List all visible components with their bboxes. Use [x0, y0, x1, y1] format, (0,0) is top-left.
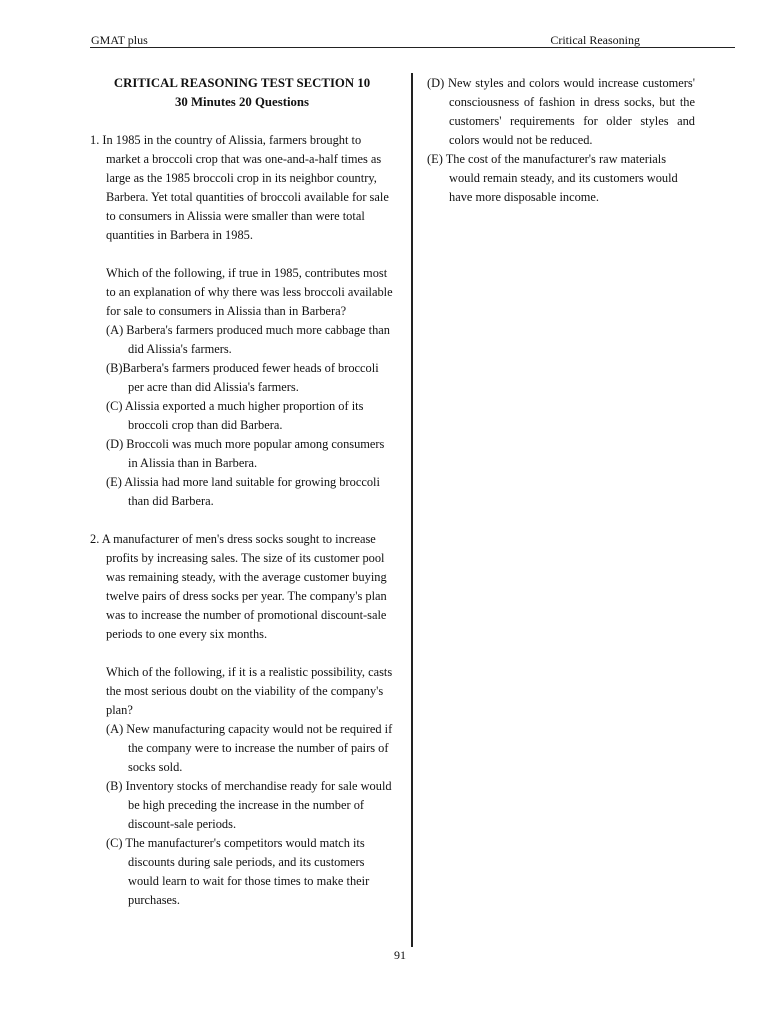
question-1-option-b: (B)Barbera's farmers produced fewer heads of broccoli per acre than did Alissia's farmers.: [106, 361, 379, 394]
header-chapter-title: Critical Reasoning: [550, 33, 640, 47]
question-2-option-d: (D) New styles and colors would increase customers' consciousness of fashion in dress socks, but the customers' requirements for older styles and colors would not be reduced.: [427, 76, 695, 147]
header-book-title: GMAT plus: [91, 33, 148, 47]
question-1-option-a: (A) Barbera's farmers produced much more cabbage than did Alissia's farmers.: [106, 323, 390, 356]
question-2-stem: 2. A manufacturer of men's dress socks sought to increase profits by increasing sales. The size of its customer pool was remaining steady, with the average customer buying twelve pairs of dress socks per year. The company's plan was to increase the number of promotional discount-sale periods to one every six months.: [90, 532, 387, 641]
left-column: [90, 74, 394, 910]
right-column: [427, 74, 695, 207]
question-2-option-c: (C) The manufacturer's competitors would match its discounts during sale periods, and its customers would learn to wait for those times to make their purchases.: [106, 836, 370, 907]
question-1-prompt: Which of the following, if true in 1985, contributes most to an explanation of why there was less broccoli available for sale to consumers in Alissia than in Barbera?: [106, 266, 393, 318]
question-2-option-b: (B) Inventory stocks of merchandise ready for sale would be high preceding the increase in the number of discount-sale periods.: [106, 779, 392, 831]
question-1-option-e: (E) Alissia had more land suitable for growing broccoli than did Barbera.: [106, 475, 380, 508]
question-1-option-d: (D) Broccoli was much more popular among consumers in Alissia than in Barbera.: [106, 437, 385, 470]
header-rule: [90, 47, 735, 48]
page-number: 91: [394, 948, 406, 962]
question-2-option-e: (E) The cost of the manufacturer's raw materials would remain steady, and its customers would have more disposable income.: [427, 152, 678, 204]
column-divider: [411, 73, 413, 947]
question-2-prompt: Which of the following, if it is a realistic possibility, casts the most serious doubt on the viability of the company's plan?: [106, 665, 393, 717]
question-2-option-a: (A) New manufacturing capacity would not be required if the company were to increase the number of pairs of socks sold.: [106, 722, 393, 774]
question-1-stem: 1. In 1985 in the country of Alissia, farmers brought to market a broccoli crop that was one-and-a-half times as large as the 1985 broccoli crop in its neighbor country, Barbera. Yet total quantities of broccoli available for sale to consumers in Alissia were smaller than were total quantities in Barbera in 1985.: [90, 133, 389, 242]
section-subtitle: 30 Minutes 20 Questions: [174, 95, 310, 109]
question-1-option-c: (C) Alissia exported a much higher proportion of its broccoli crop than did Barbera.: [106, 399, 364, 432]
section-title: CRITICAL REASONING TEST SECTION 10: [113, 76, 371, 90]
